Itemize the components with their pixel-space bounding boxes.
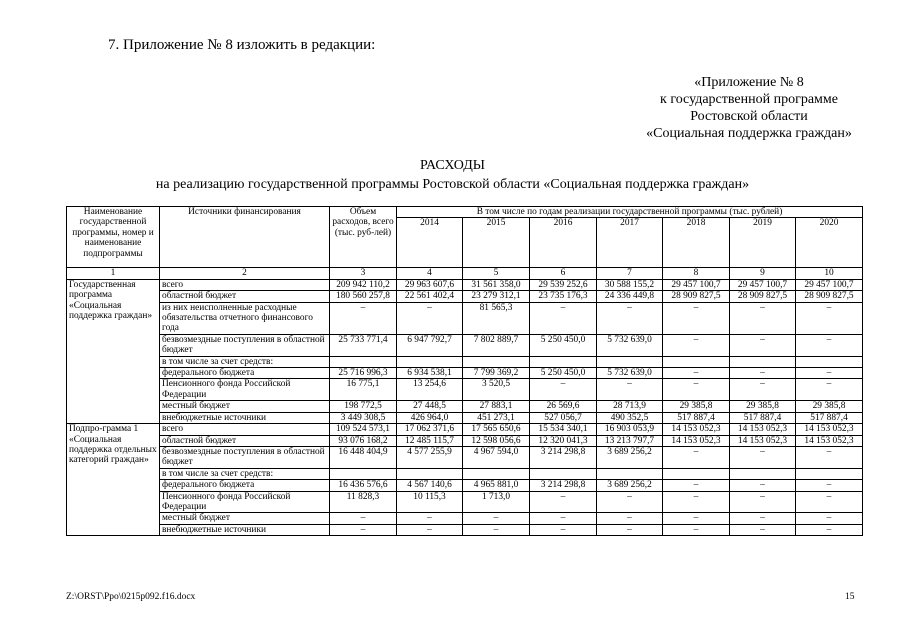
year-cell: – [530,513,597,524]
year-cell: 22 561 402,4 [397,291,463,302]
year-cell: – [663,379,730,401]
year-cell: – [530,491,597,513]
table-row [67,302,863,334]
year-cell: 14 153 052,3 [730,435,796,446]
document-subtitle: на реализацию государственной программы Ростовской области «Социальная поддержка граждан» [155,177,750,192]
year-cell: 15 534 340,1 [530,424,597,435]
year-cell: 13 254,6 [397,379,463,401]
year-cell: – [796,368,863,379]
table-row [67,291,863,302]
table-row [67,412,863,423]
page-number: 15 [845,592,855,602]
column-number: 2 [160,268,330,279]
table-row [67,356,863,367]
year-cell: 426 964,0 [397,412,463,423]
year-cell: 29 385,8 [663,401,730,412]
year-cell: 4 967 594,0 [463,446,530,468]
header-year: 2018 [663,218,730,268]
year-cell: – [730,524,796,535]
year-cell: – [730,446,796,468]
program-name: Подпро-грамма 1 «Социальная поддержка отдельных категорий граждан» [67,424,160,536]
appendix-line: к государственной программе [660,92,838,107]
column-number: 9 [730,268,796,279]
table-row [67,424,863,435]
year-cell: 30 588 155,2 [597,279,663,290]
year-cell: 23 279 312,1 [463,291,530,302]
total-cell: 3 449 308,5 [330,412,397,423]
year-cell: 451 273,1 [463,412,530,423]
total-cell: – [330,302,397,334]
year-cell: 490 352,5 [597,412,663,423]
year-cell: 5 732 639,0 [597,368,663,379]
total-cell: 16 775,1 [330,379,397,401]
total-cell [330,468,397,479]
year-cell: – [796,379,863,401]
year-cell: – [796,302,863,334]
year-cell: – [597,491,663,513]
total-cell: 16 436 576,6 [330,480,397,491]
year-cell: – [663,302,730,334]
year-cell: 517 887,4 [796,412,863,423]
total-cell: 25 733 771,4 [330,334,397,356]
total-cell [330,356,397,367]
funding-source: безвозмездные поступления в областной бюджет [160,446,330,468]
year-cell: 28 909 827,5 [730,291,796,302]
total-cell: – [330,524,397,535]
year-cell [796,468,863,479]
year-cell: – [663,480,730,491]
year-cell [730,356,796,367]
funding-source: внебюджетные источники [160,524,330,535]
table-row [67,435,863,446]
total-cell: 16 448 404,9 [330,446,397,468]
year-cell: – [730,491,796,513]
header-year: 2016 [530,218,597,268]
funding-source: Пенсионного фонда Российской Федерации [160,379,330,401]
year-cell: 31 561 358,0 [463,279,530,290]
funding-source: всего [160,279,330,290]
total-cell: 11 828,3 [330,491,397,513]
year-cell: 5 250 450,0 [530,334,597,356]
column-number: 8 [663,268,730,279]
header-row [67,207,863,218]
table-row [67,491,863,513]
year-cell: 26 569,6 [530,401,597,412]
header-year: 2017 [597,218,663,268]
year-cell: 14 153 052,3 [796,435,863,446]
year-cell: – [463,513,530,524]
year-cell: – [663,368,730,379]
year-cell: 28 713,9 [597,401,663,412]
year-cell: – [397,513,463,524]
year-cell: – [796,524,863,535]
column-number: 5 [463,268,530,279]
funding-source: внебюджетные источники [160,412,330,423]
table-row [67,446,863,468]
file-path: Z:\ORST\Ppo\0215p092.f16.docx [66,592,196,602]
header-total: Объем расходов, всего (тыс. руб-лей) [330,207,397,268]
year-cell: 13 213 797,7 [597,435,663,446]
year-cell: – [597,302,663,334]
year-cell: – [397,524,463,535]
column-number: 6 [530,268,597,279]
year-cell: 29 539 252,6 [530,279,597,290]
year-cell: – [730,379,796,401]
year-cell: 3 689 256,2 [597,446,663,468]
year-cell [463,468,530,479]
funding-source: федерального бюджета [160,480,330,491]
year-cell: 81 565,3 [463,302,530,334]
year-cell: – [730,480,796,491]
year-cell [730,468,796,479]
year-cell: 4 567 140,6 [397,480,463,491]
table-row [67,524,863,535]
year-cell: – [730,302,796,334]
funding-source: всего [160,424,330,435]
total-cell: 93 076 168,2 [330,435,397,446]
funding-source: областной бюджет [160,291,330,302]
year-cell: 29 385,8 [796,401,863,412]
year-cell [796,356,863,367]
funding-source: Пенсионного фонда Российской Федерации [160,491,330,513]
year-cell: – [730,368,796,379]
year-cell: 517 887,4 [663,412,730,423]
year-cell: 27 883,1 [463,401,530,412]
year-cell [397,356,463,367]
year-cell [463,356,530,367]
year-cell [530,356,597,367]
header-year: 2020 [796,218,863,268]
table-row [67,379,863,401]
column-number: 10 [796,268,863,279]
year-cell: 14 153 052,3 [663,424,730,435]
year-cell [663,356,730,367]
year-cell: 16 903 053,9 [597,424,663,435]
table-row [67,368,863,379]
year-cell: – [663,446,730,468]
table-row [67,468,863,479]
header-program: Наименование государственной программы, номер и наименование подпрограммы [67,207,160,268]
appendix-line: Ростовской области [690,109,808,124]
funding-source: федерального бюджета [160,368,330,379]
year-cell: 29 963 607,6 [397,279,463,290]
total-cell: 109 524 573,1 [330,424,397,435]
table-row [67,279,863,290]
year-cell: 12 485 115,7 [397,435,463,446]
year-cell: 27 448,5 [397,401,463,412]
column-number: 4 [397,268,463,279]
table-body [67,279,863,535]
funding-source: местный бюджет [160,513,330,524]
year-cell: 7 799 369,2 [463,368,530,379]
year-cell: – [663,334,730,356]
year-cell: – [796,480,863,491]
year-cell: – [730,513,796,524]
appendix-line: «Социальная поддержка граждан» [646,126,852,141]
funding-source: в том числе за счет средств: [160,356,330,367]
total-cell: 209 942 110,2 [330,279,397,290]
year-cell [597,356,663,367]
year-cell: 14 153 052,3 [796,424,863,435]
year-cell: – [663,513,730,524]
year-cell: 29 385,8 [730,401,796,412]
year-cell: 12 598 056,6 [463,435,530,446]
year-cell: – [597,379,663,401]
table-row [67,513,863,524]
year-cell [530,468,597,479]
appendix-header [600,74,898,142]
year-cell: – [463,524,530,535]
column-number: 7 [597,268,663,279]
year-cell: – [796,334,863,356]
year-cell: – [663,524,730,535]
year-cell: 1 713,0 [463,491,530,513]
header-year: 2015 [463,218,530,268]
year-cell: – [530,302,597,334]
header-years-group: В том числе по годам реализации государственной программы (тыс. рублей) [397,207,863,218]
year-cell: 4 965 881,0 [463,480,530,491]
header-year: 2014 [397,218,463,268]
table-row [67,401,863,412]
year-cell: 17 062 371,6 [397,424,463,435]
year-cell: – [663,491,730,513]
year-cell: 28 909 827,5 [796,291,863,302]
year-cell: 4 577 255,9 [397,446,463,468]
year-cell: 24 336 449,8 [597,291,663,302]
column-number: 1 [67,268,160,279]
year-cell: 10 115,3 [397,491,463,513]
appendix-line: «Приложение № 8 [694,75,804,90]
year-cell: – [530,524,597,535]
year-cell: 5 250 450,0 [530,368,597,379]
header-year: 2019 [730,218,796,268]
year-cell [663,468,730,479]
total-cell: 180 560 257,8 [330,291,397,302]
table-row [67,480,863,491]
year-cell: 12 320 041,3 [530,435,597,446]
funding-source: в том числе за счет средств: [160,468,330,479]
year-cell: 29 457 100,7 [730,279,796,290]
year-cell: 3 520,5 [463,379,530,401]
year-cell: 527 056,7 [530,412,597,423]
table-row [67,334,863,356]
document-title: РАСХОДЫ [420,158,485,173]
total-cell: 25 716 996,3 [330,368,397,379]
year-cell: 3 214 298,8 [530,446,597,468]
year-cell [397,468,463,479]
funding-source: безвозмездные поступления в областной бюджет [160,334,330,356]
year-cell: 17 565 650,6 [463,424,530,435]
funding-source: областной бюджет [160,435,330,446]
column-number: 3 [330,268,397,279]
year-cell: – [796,513,863,524]
year-cell: – [397,302,463,334]
column-numbers-row [67,268,863,279]
year-cell: 23 735 176,3 [530,291,597,302]
year-cell: – [597,524,663,535]
year-cell: – [796,446,863,468]
year-cell: – [530,379,597,401]
year-cell: 3 689 256,2 [597,480,663,491]
year-cell [597,468,663,479]
header-sources: Источники финансирования [160,207,330,268]
program-name: Государственная программа «Социальная поддержка граждан» [67,279,160,423]
funding-source: из них неисполненные расходные обязательства отчетного финансового года [160,302,330,334]
year-cell: 14 153 052,3 [663,435,730,446]
intro-text: 7. Приложение № 8 изложить в редакции: [108,37,376,53]
year-cell: 517 887,4 [730,412,796,423]
total-cell: 198 772,5 [330,401,397,412]
year-cell: – [796,491,863,513]
funding-source: местный бюджет [160,401,330,412]
year-cell: 7 802 889,7 [463,334,530,356]
year-cell: 14 153 052,3 [730,424,796,435]
year-cell: 6 934 538,1 [397,368,463,379]
year-cell: – [730,334,796,356]
year-cell: 3 214 298,8 [530,480,597,491]
year-cell: 6 947 792,7 [397,334,463,356]
total-cell: – [330,513,397,524]
year-cell: 29 457 100,7 [663,279,730,290]
expenses-table [66,206,863,536]
year-cell: 5 732 639,0 [597,334,663,356]
year-cell: – [597,513,663,524]
year-cell: 28 909 827,5 [663,291,730,302]
year-cell: 29 457 100,7 [796,279,863,290]
